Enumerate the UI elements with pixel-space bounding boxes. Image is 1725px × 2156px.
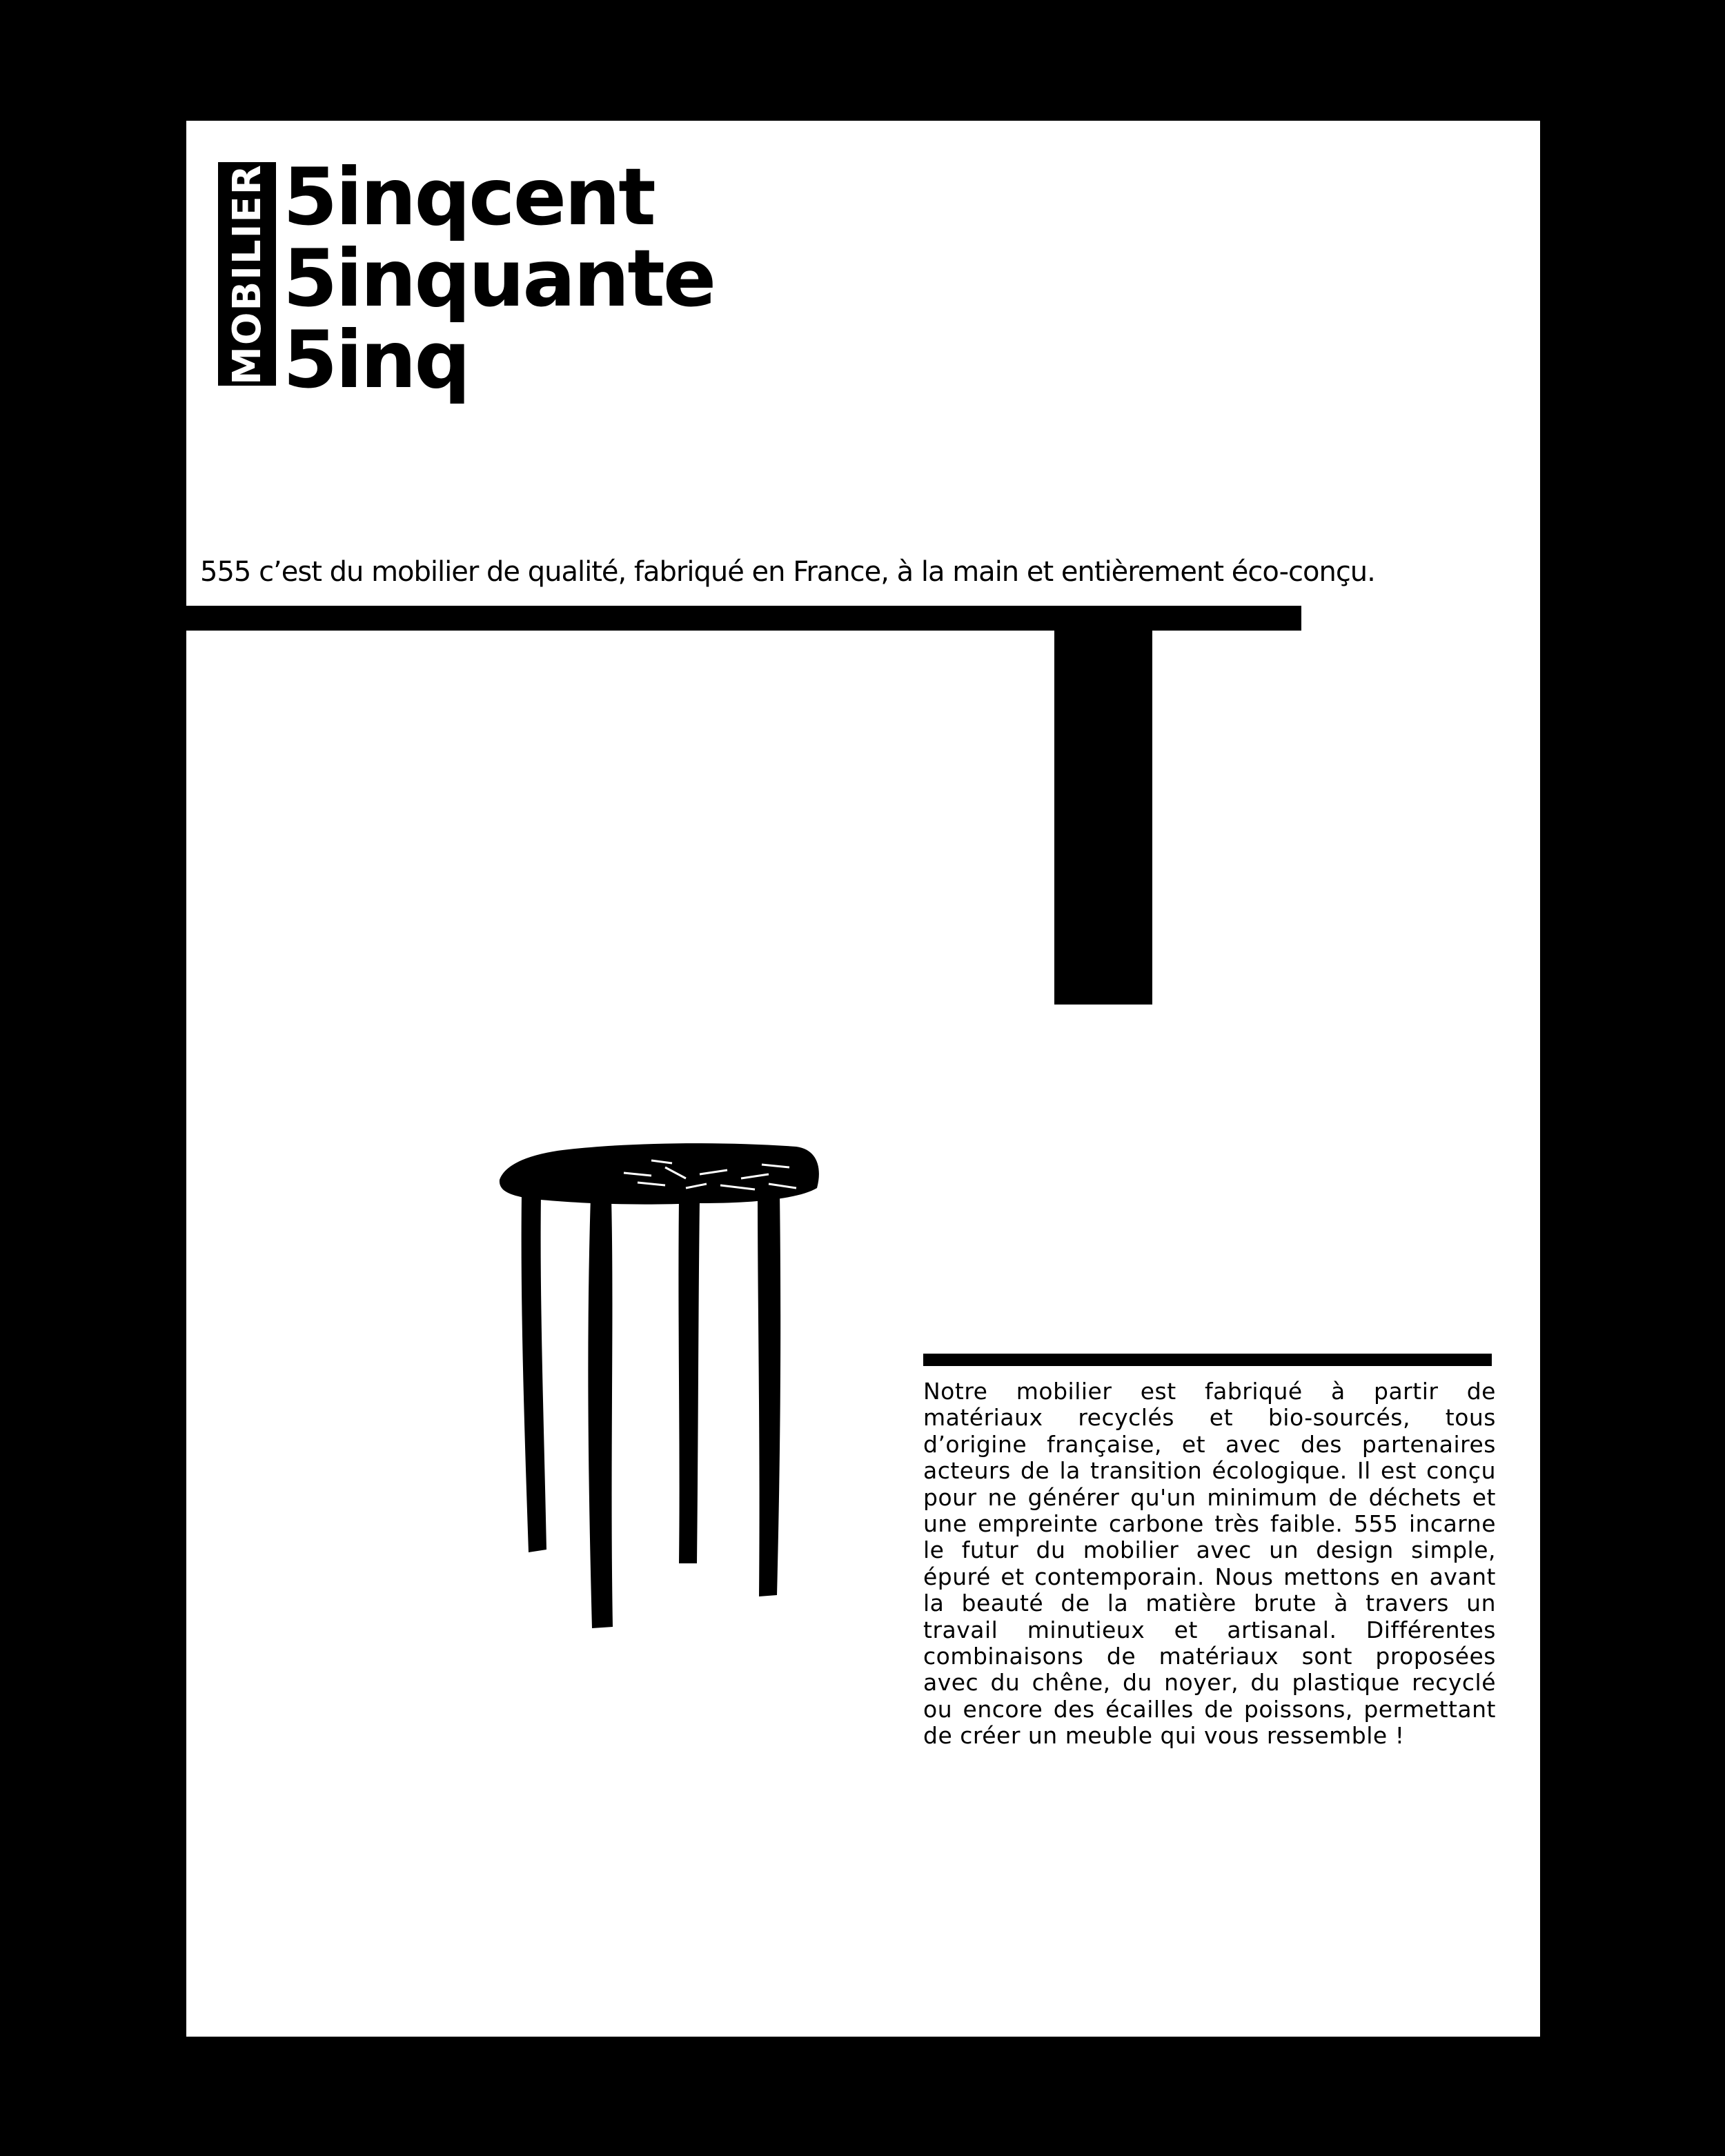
horizontal-bar-text xyxy=(923,1354,1492,1366)
logo-wordmark xyxy=(283,151,715,406)
horizontal-bar-top xyxy=(186,606,1301,631)
logo-tab-label: MOBILIER xyxy=(224,163,270,385)
description-paragraph: Notre mobilier est fabriqué à partir de matériaux recyclés et bio-sourcés, tous d’origine française, et avec des partenaires acteurs de la transition écologique. Il est conçu pour ne générer qu'un minimum de déchets et une empreinte carbone très faible. 555 incarne le futur du mobilier avec un design simple, épuré et contemporain. Nous mettons en avant la beauté de la matière brute à travers un travail minutieux et artisanal. Différentes combinaisons de matériaux sont proposées avec du chêne, du noyer, du plastique recyclé ou encore des écailles de poissons, permettant de créer un meuble qui vous ressemble ! xyxy=(923,1378,1496,1750)
logo-line-3: 5inq xyxy=(283,314,469,406)
logo-line-1: 5inqcent xyxy=(283,151,654,243)
logo-tab xyxy=(218,162,276,386)
logo-line-2: 5inquante xyxy=(283,233,715,324)
tagline: 555 c’est du mobilier de qualité, fabriqué en France, à la main et entièrement éco-conçu. xyxy=(200,556,1375,588)
stool-illustration xyxy=(493,1140,824,1631)
vertical-bar xyxy=(1054,631,1152,1005)
